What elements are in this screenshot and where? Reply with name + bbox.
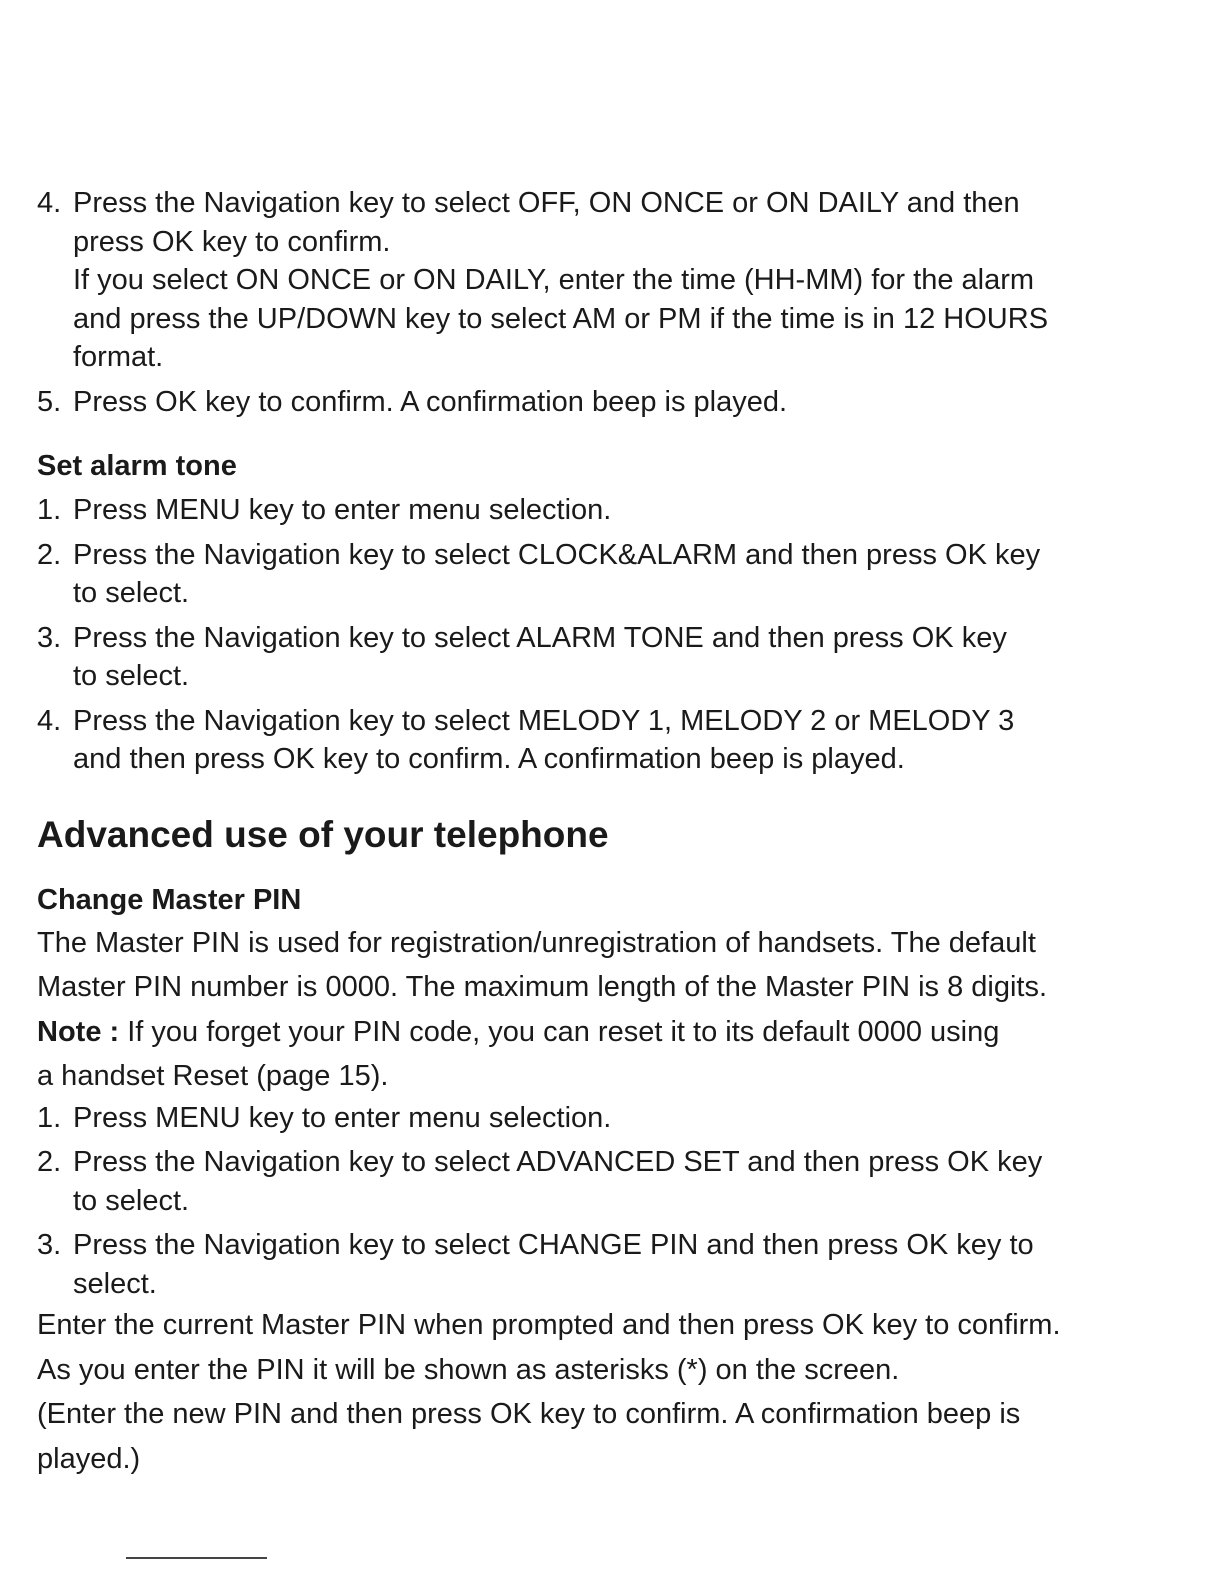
step-line: Press OK key to confirm. A confirmation beep is played. [73, 385, 788, 418]
step-line: Press the Navigation key to select ADVANCED SET and then press OK key [73, 1146, 1043, 1178]
set-alarm-tone-heading: Set alarm tone [37, 450, 237, 482]
list-item [37, 619, 1202, 696]
pin-outro-line: played.) [37, 1442, 141, 1475]
step-number: 5. [37, 385, 62, 418]
list-item [37, 1226, 1202, 1303]
step-line: Press the Navigation key to select CHANGE PIN and then press OK key to [73, 1229, 1034, 1261]
step-line: press OK key to confirm. [73, 225, 391, 258]
step-number: 2. [37, 538, 62, 571]
alarm-steps-list [37, 184, 1202, 421]
note-label: Note : [37, 1015, 120, 1048]
step-number: 2. [37, 1146, 62, 1178]
pin-intro-line: Master PIN number is 0000. The maximum length of the Master PIN is 8 digits. [37, 971, 1048, 1003]
list-item [37, 491, 1202, 530]
footer-divider [126, 1557, 267, 1559]
list-item [37, 536, 1202, 613]
step-line: format. [73, 341, 164, 373]
step-number: 3. [37, 1229, 62, 1261]
step-number: 3. [37, 621, 62, 654]
step-number: 4. [37, 187, 62, 219]
step-line: If you select ON ONCE or ON DAILY, enter the time (HH-MM) for the alarm [73, 264, 1035, 296]
step-line: to select. [73, 660, 190, 692]
pin-outro-line: As you enter the PIN it will be shown as asterisks (*) on the screen. [37, 1353, 900, 1386]
step-line: Press the Navigation key to select MELODY 1, MELODY 2 or MELODY 3 [73, 704, 1015, 737]
list-item [37, 1099, 1202, 1138]
step-number: 1. [37, 494, 62, 526]
manual-page [37, 184, 1202, 1481]
step-line: Press the Navigation key to select CLOCK&ALARM and then press OK key [73, 538, 1041, 571]
section-title: Advanced use of your telephone [37, 813, 609, 855]
step-line: Press the Navigation key to select OFF, ON ONCE or ON DAILY and then [73, 187, 1020, 219]
step-line: Press MENU key to enter menu selection. [73, 494, 612, 526]
step-line: and then press OK key to confirm. A confirmation beep is played. [73, 743, 905, 775]
step-line: to select. [73, 1184, 190, 1217]
pin-intro-line: The Master PIN is used for registration/unregistration of handsets. The default [37, 926, 1036, 959]
step-line: to select. [73, 577, 190, 609]
tone-steps-list [37, 491, 1202, 779]
list-item [37, 383, 1202, 422]
step-number: 4. [37, 704, 62, 737]
pin-outro-line: (Enter the new PIN and then press OK key to confirm. A confirmation beep is [37, 1398, 1021, 1430]
step-number: 1. [37, 1101, 62, 1134]
step-line: Press MENU key to enter menu selection. [73, 1101, 612, 1134]
list-item [37, 1143, 1202, 1220]
pin-steps-list [37, 1099, 1202, 1304]
list-item [37, 702, 1202, 779]
change-master-pin-heading: Change Master PIN [37, 883, 302, 916]
list-item [37, 184, 1202, 377]
step-line: and press the UP/DOWN key to select AM or PM if the time is in 12 HOURS [73, 302, 1049, 335]
note-text: If you forget your PIN code, you can reset it to its default 0000 using [119, 1015, 1000, 1048]
note-paragraph [37, 1010, 1202, 1055]
step-line: select. [73, 1267, 157, 1300]
pin-outro-line: Enter the current Master PIN when prompted and then press OK key to confirm. [37, 1309, 1061, 1341]
step-line: Press the Navigation key to select ALARM TONE and then press OK key [73, 621, 1007, 654]
note-text-cont: a handset Reset (page 15). [37, 1060, 389, 1092]
